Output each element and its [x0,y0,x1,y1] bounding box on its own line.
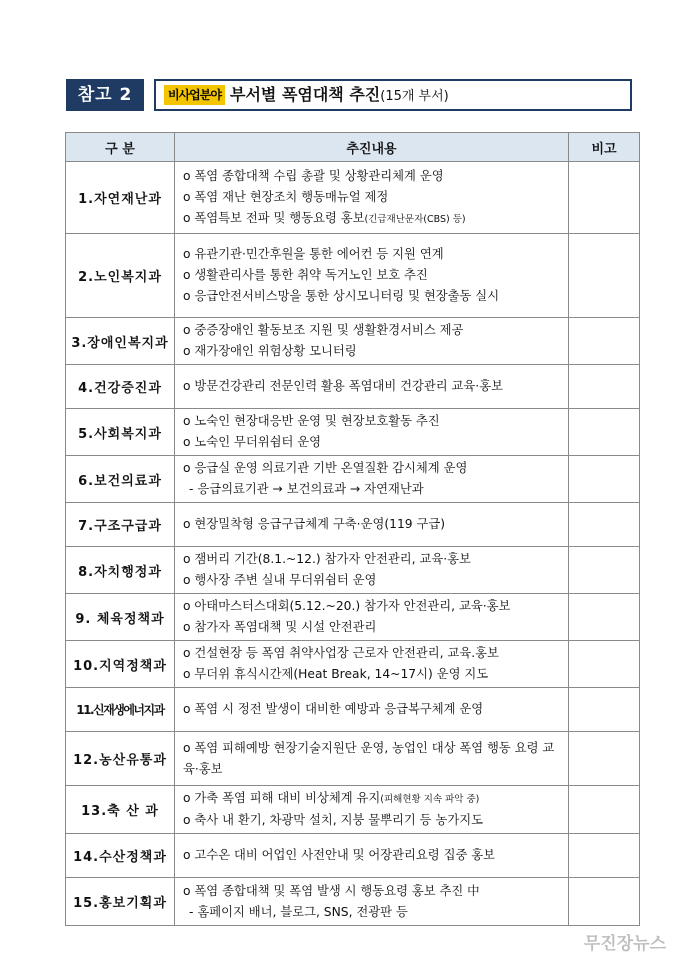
header-note: 비고 [569,133,640,162]
department-name: 8.자치행정과 [66,547,175,594]
section-header [66,79,632,111]
content-line [183,432,562,453]
content-line [183,341,562,362]
table-row [66,834,640,878]
title-sub: (15개 부서) [380,89,449,104]
content-note: (피해현황 지속 파악 중) [380,794,480,805]
department-name: 1.자연재난과 [66,162,175,234]
content-line [183,617,562,638]
content-text: o 노숙인 무더위쉼터 운영 [183,435,322,449]
content-text: o 폭염특보 전파 및 행동요령 홍보 [183,210,365,225]
category-badge: 비사업분야 [164,85,225,105]
department-name: 14.수산정책과 [66,834,175,878]
content-line [183,376,562,397]
content-line [183,788,562,810]
content-cell [175,688,569,732]
header-category: 구 분 [66,133,175,162]
note-cell [569,409,640,456]
content-text: o 생활관리사를 통한 취약 독거노인 보호 추진 [183,268,428,282]
department-name: 11.신재생에너지과 [66,688,175,732]
table-row [66,409,640,456]
content-cell [175,162,569,234]
content-text: o 폭염 종합대책 수립 총괄 및 상황관리체계 운영 [183,168,444,183]
department-name: 2.노인복지과 [66,234,175,318]
content-line [183,479,562,500]
title-main: 부서별 폭염대책 추진 [230,85,381,104]
content-line [183,458,562,479]
note-cell [569,456,640,503]
note-cell [569,503,640,547]
content-line [183,738,562,780]
content-cell [175,409,569,456]
note-cell [569,878,640,926]
page-title [230,81,449,111]
department-name: 15.홍보기획과 [66,878,175,926]
content-cell [175,732,569,786]
department-name: 9. 체육정책과 [66,594,175,641]
content-text: o 현장밀착형 응급구급체계 구축·운영(119 구급) [183,517,446,531]
table-header-row [66,133,640,162]
content-line [183,664,562,685]
content-cell [175,878,569,926]
table-row [66,234,640,318]
content-text: o 응급실 운영 의료기관 기반 온열질환 감시체계 운영 [183,461,468,475]
table-row [66,641,640,688]
content-text: o 무더위 휴식시간제(Heat Break, 14~17시) 운영 지도 [183,667,489,681]
content-text: o 재가장애인 위험상황 모니터링 [183,344,357,358]
content-line [183,286,562,307]
content-line [183,570,562,591]
content-line [183,810,562,831]
content-text: o 고수온 대비 어업인 사전안내 및 어장관리요령 집중 홍보 [183,848,496,862]
header-content: 추진내용 [175,133,569,162]
note-cell [569,162,640,234]
note-cell [569,641,640,688]
content-cell [175,786,569,834]
content-cell [175,547,569,594]
department-table [65,132,640,926]
table-row [66,456,640,503]
content-text: o 폭염 피해예방 현장기술지원단 운영, 농업인 대상 폭염 행동 요령 교육·홍보 [183,740,555,776]
content-text: o 건설현장 등 폭염 취약사업장 근로자 안전관리, 교육.홍보 [183,646,499,660]
title-box [154,79,632,111]
table-row [66,365,640,409]
content-text: o 응급안전서비스망을 통한 상시모니터링 및 현장출동 실시 [183,289,500,303]
content-line [183,187,562,208]
table-row [66,688,640,732]
content-cell [175,365,569,409]
note-cell [569,365,640,409]
table-row [66,318,640,365]
content-text: o 아태마스터스대회(5.12.~20.) 참가자 안전관리, 교육·홍보 [183,599,511,613]
content-text: o 노숙인 현장대응반 운영 및 현장보호활동 추진 [183,414,440,428]
content-text: - 응급의료기관 → 보건의료과 → 자연재난과 [189,482,424,496]
content-text: o 가축 폭염 피해 대비 비상체계 유지 [183,791,381,805]
note-cell [569,834,640,878]
content-text: o 중증장애인 활동보조 지원 및 생활환경서비스 제공 [183,323,464,337]
note-cell [569,594,640,641]
department-name: 10.지역정책과 [66,641,175,688]
table-row [66,503,640,547]
content-text: o 폭염 시 정전 발생이 대비한 예방과 응급복구체계 운영 [183,702,484,716]
content-cell [175,318,569,365]
content-line [183,320,562,341]
content-line [183,265,562,286]
content-line [183,166,562,187]
content-cell [175,834,569,878]
table-row [66,594,640,641]
content-cell [175,456,569,503]
content-text: o 방문건강관리 전문인력 활용 폭염대비 건강관리 교육·홍보 [183,379,503,393]
content-line [183,902,562,923]
department-name: 6.보건의료과 [66,456,175,503]
content-line [183,208,562,230]
content-text: o 잼버리 기간(8.1.~12.) 참가자 안전관리, 교육·홍보 [183,552,471,566]
content-text: o 행사장 주변 실내 무더위쉼터 운영 [183,573,377,587]
content-line [183,699,562,720]
reference-tag: 참고 2 [66,79,144,111]
content-line [183,549,562,570]
content-line [183,596,562,617]
content-line [183,845,562,866]
content-note: (긴급재난문자(CBS) 등) [364,213,466,225]
note-cell [569,786,640,834]
content-text: o 폭염 종합대책 및 폭염 발생 시 행동요령 홍보 추진 中 [183,883,480,898]
table-row [66,786,640,834]
content-cell [175,234,569,318]
department-name: 3.장애인복지과 [66,318,175,365]
content-text: o 폭염 재난 현장조치 행동매뉴얼 제정 [183,189,389,204]
content-line [183,411,562,432]
content-cell [175,503,569,547]
note-cell [569,688,640,732]
department-name: 5.사회복지과 [66,409,175,456]
content-line [183,881,562,902]
content-cell [175,641,569,688]
content-text: o 유관기관·민간후원을 통한 에어컨 등 지원 연계 [183,247,444,261]
content-line [183,643,562,664]
department-name: 7.구조구급과 [66,503,175,547]
note-cell [569,732,640,786]
content-cell [175,594,569,641]
content-line [183,514,562,535]
content-text: o 참가자 폭염대책 및 시설 안전관리 [183,620,377,634]
table-row [66,547,640,594]
table-row [66,878,640,926]
department-name: 4.건강증진과 [66,365,175,409]
watermark-logo: 무진장뉴스 [583,934,666,954]
note-cell [569,547,640,594]
note-cell [569,318,640,365]
table-row [66,162,640,234]
content-text: o 축사 내 환기, 차광막 설치, 지붕 물뿌리기 등 농가지도 [183,813,483,827]
department-name: 12.농산유통과 [66,732,175,786]
content-text: - 홈페이지 배너, 블로그, SNS, 전광판 등 [189,904,408,919]
content-line [183,244,562,265]
table-row [66,732,640,786]
note-cell [569,234,640,318]
department-name: 13.축 산 과 [66,786,175,834]
